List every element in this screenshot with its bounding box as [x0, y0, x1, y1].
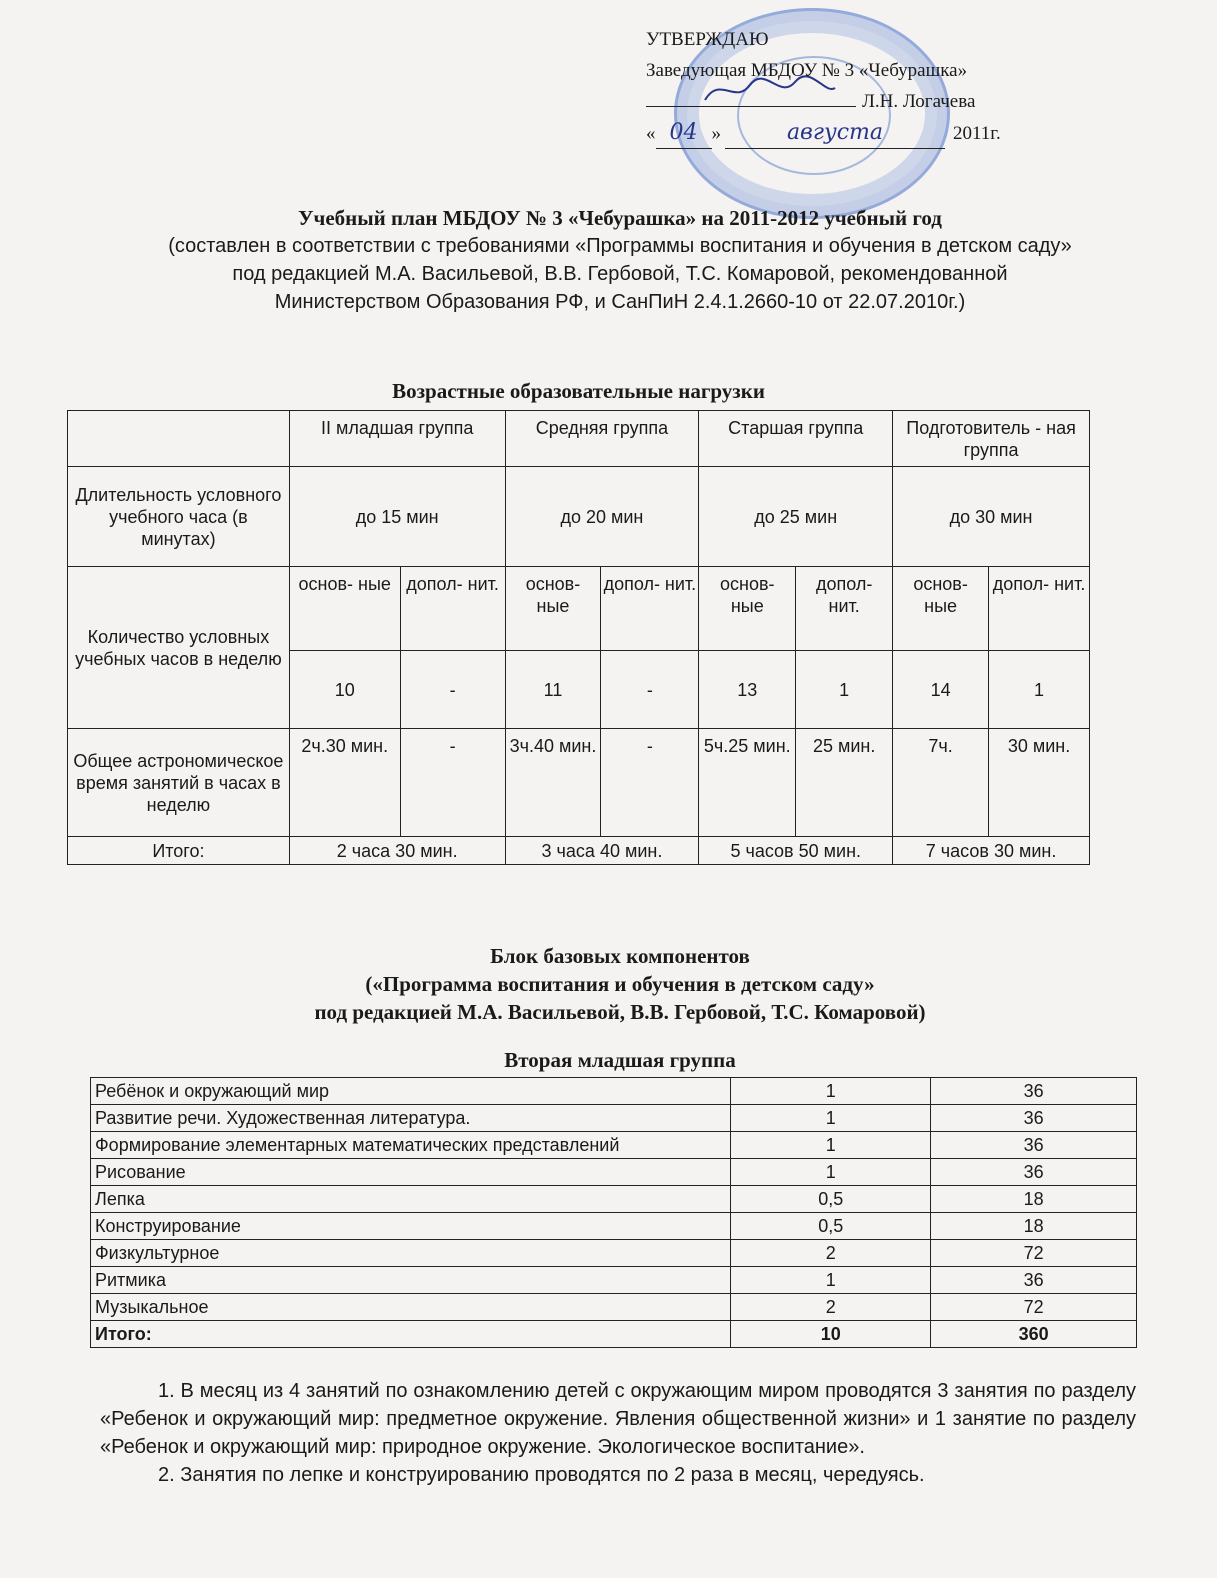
- row-label: Итого:: [68, 837, 290, 865]
- basic-heading-line-1: Блок базовых компонентов: [490, 944, 750, 968]
- table-row: [91, 1267, 1137, 1294]
- total-value: 2 часа 30 мин.: [289, 837, 505, 865]
- title-note-line-3: Министерством Образования РФ, и СанПиН 2.4.1.2660-10 от 22.07.2010г.): [274, 291, 966, 313]
- date-month: августа: [725, 117, 945, 149]
- time-value: -: [601, 729, 699, 837]
- time-value: 7ч.: [893, 729, 989, 837]
- subheader-main: основ- ные: [505, 567, 601, 651]
- time-value: -: [400, 729, 505, 837]
- date-day: 04: [656, 117, 712, 149]
- group-header: Подготовитель - ная группа: [893, 411, 1090, 467]
- title-note-line-2: под редакцией М.А. Васильевой, В.В. Гербовой, Т.С. Комаровой, рекомендованной: [232, 263, 1008, 285]
- row-label: Количество условных учебных часов в неделю: [68, 567, 290, 729]
- hours-per-year: 18: [931, 1213, 1137, 1240]
- signature-row: [646, 86, 1066, 117]
- hours-per-week: 0,5: [731, 1186, 931, 1213]
- note-2: 2. Занятия по лепке и конструированию проводятся по 2 раза в месяц, чередуясь.: [158, 1464, 925, 1486]
- hours-per-week: 2: [731, 1294, 931, 1321]
- group-header: Старшая группа: [699, 411, 893, 467]
- approver-position: Заведующая МБДОУ № 3 «Чебурашка»: [646, 60, 968, 81]
- total-row: [91, 1321, 1137, 1348]
- subject-name: Ребёнок и окружающий мир: [91, 1078, 731, 1105]
- table-row: [68, 411, 1090, 467]
- total-value: 3 часа 40 мин.: [505, 837, 699, 865]
- date-year: 2011г.: [953, 123, 1001, 144]
- note-1: 1. В месяц из 4 занятий по ознакомлению детей с окружающим миром проводятся 3 занятия по разделу «Ребенок и окружающий мир: предметное окружение. Явления общественной жизни» и 1 занятие по разделу «Ребенок и окружающий мир: природное окружение. Экологическое воспитание».: [100, 1380, 1136, 1458]
- count-value: 13: [699, 651, 796, 729]
- hours-per-year: 360: [931, 1321, 1137, 1348]
- approval-block: [646, 24, 1066, 149]
- count-value: 11: [505, 651, 601, 729]
- table-row: [68, 837, 1090, 865]
- count-value: -: [601, 651, 699, 729]
- hours-per-week: 1: [731, 1078, 931, 1105]
- hours-per-year: 72: [931, 1240, 1137, 1267]
- row-label: Длительность условного учебного часа (в минутах): [68, 467, 290, 567]
- basic-heading: [60, 942, 1180, 1026]
- basic-heading-line-2: («Программа воспитания и обучения в детском саду»: [365, 972, 875, 996]
- table-row: [68, 467, 1090, 567]
- subheader-extra: допол- нит.: [400, 567, 505, 651]
- hours-per-year: 36: [931, 1132, 1137, 1159]
- approval-date: [646, 117, 1066, 149]
- table-row: [68, 729, 1090, 837]
- hours-per-year: 36: [931, 1159, 1137, 1186]
- subheader-main: основ- ные: [289, 567, 400, 651]
- time-value: 3ч.40 мин.: [505, 729, 601, 837]
- duration-value: до 20 мин: [505, 467, 699, 567]
- time-value: 2ч.30 мин.: [289, 729, 400, 837]
- group-header: Средняя группа: [505, 411, 699, 467]
- subject-name: Ритмика: [91, 1267, 731, 1294]
- subject-name: Конструирование: [91, 1213, 731, 1240]
- approve-word: УТВЕРЖДАЮ: [646, 29, 769, 50]
- subheader-extra: допол- нит.: [601, 567, 699, 651]
- table-row: [91, 1132, 1137, 1159]
- count-value: -: [400, 651, 505, 729]
- hours-per-year: 36: [931, 1105, 1137, 1132]
- total-value: 7 часов 30 мин.: [893, 837, 1090, 865]
- signer-name: Л.Н. Логачева: [862, 91, 976, 112]
- hours-per-week: 10: [731, 1321, 931, 1348]
- subjects-table: [90, 1077, 1137, 1348]
- group-header: II младшая группа: [289, 411, 505, 467]
- duration-value: до 15 мин: [289, 467, 505, 567]
- notes-block: [100, 1377, 1136, 1489]
- document-title-block: [60, 204, 1180, 316]
- table-row: [68, 567, 1090, 651]
- hours-per-week: 0,5: [731, 1213, 931, 1240]
- subheader-extra: допол- нит.: [796, 567, 893, 651]
- table-row: [91, 1213, 1137, 1240]
- hours-per-week: 1: [731, 1159, 931, 1186]
- group-heading: Вторая младшая группа: [504, 1048, 736, 1072]
- subheader-main: основ- ные: [893, 567, 989, 651]
- table-row: [91, 1294, 1137, 1321]
- table-row: [91, 1105, 1137, 1132]
- table-row: [91, 1186, 1137, 1213]
- hours-per-year: 36: [931, 1078, 1137, 1105]
- time-value: 25 мин.: [796, 729, 893, 837]
- hours-per-year: 72: [931, 1294, 1137, 1321]
- subject-name: Музыкальное: [91, 1294, 731, 1321]
- table-cell: [68, 411, 290, 467]
- subject-name: Развитие речи. Художественная литература.: [91, 1105, 731, 1132]
- count-value: 10: [289, 651, 400, 729]
- subheader-extra: допол- нит.: [989, 567, 1090, 651]
- time-value: 5ч.25 мин.: [699, 729, 796, 837]
- table-row: [91, 1240, 1137, 1267]
- hours-per-week: 1: [731, 1105, 931, 1132]
- basic-heading-line-3: под редакцией М.А. Васильевой, В.В. Гербовой, Т.С. Комаровой): [314, 1000, 926, 1024]
- subject-name: Формирование элементарных математических представлений: [91, 1132, 731, 1159]
- date-close-quote: »: [711, 123, 721, 144]
- title-note-line-1: (составлен в соответствии с требованиями «Программы воспитания и обучения в детском саду»: [168, 235, 1072, 257]
- hours-per-week: 1: [731, 1132, 931, 1159]
- table-row: [91, 1159, 1137, 1186]
- subheader-main: основ- ные: [699, 567, 796, 651]
- subject-name: Лепка: [91, 1186, 731, 1213]
- hours-per-week: 2: [731, 1240, 931, 1267]
- loads-heading: Возрастные образовательные нагрузки: [392, 379, 765, 403]
- signature-blank: [646, 86, 856, 107]
- duration-value: до 25 мин: [699, 467, 893, 567]
- row-label: Общее астрономическое время занятий в часах в неделю: [68, 729, 290, 837]
- hours-per-week: 1: [731, 1267, 931, 1294]
- count-value: 1: [796, 651, 893, 729]
- hours-per-year: 36: [931, 1267, 1137, 1294]
- subject-name: Итого:: [91, 1321, 731, 1348]
- total-value: 5 часов 50 мин.: [699, 837, 893, 865]
- date-open-quote: «: [646, 123, 656, 144]
- hours-per-year: 18: [931, 1186, 1137, 1213]
- count-value: 1: [989, 651, 1090, 729]
- time-value: 30 мин.: [989, 729, 1090, 837]
- table-row: [91, 1078, 1137, 1105]
- subject-name: Рисование: [91, 1159, 731, 1186]
- count-value: 14: [893, 651, 989, 729]
- duration-value: до 30 мин: [893, 467, 1090, 567]
- subject-name: Физкультурное: [91, 1240, 731, 1267]
- loads-table: [67, 410, 1090, 865]
- document-title: Учебный план МБДОУ № 3 «Чебурашка» на 2011-2012 учебный год: [298, 206, 942, 230]
